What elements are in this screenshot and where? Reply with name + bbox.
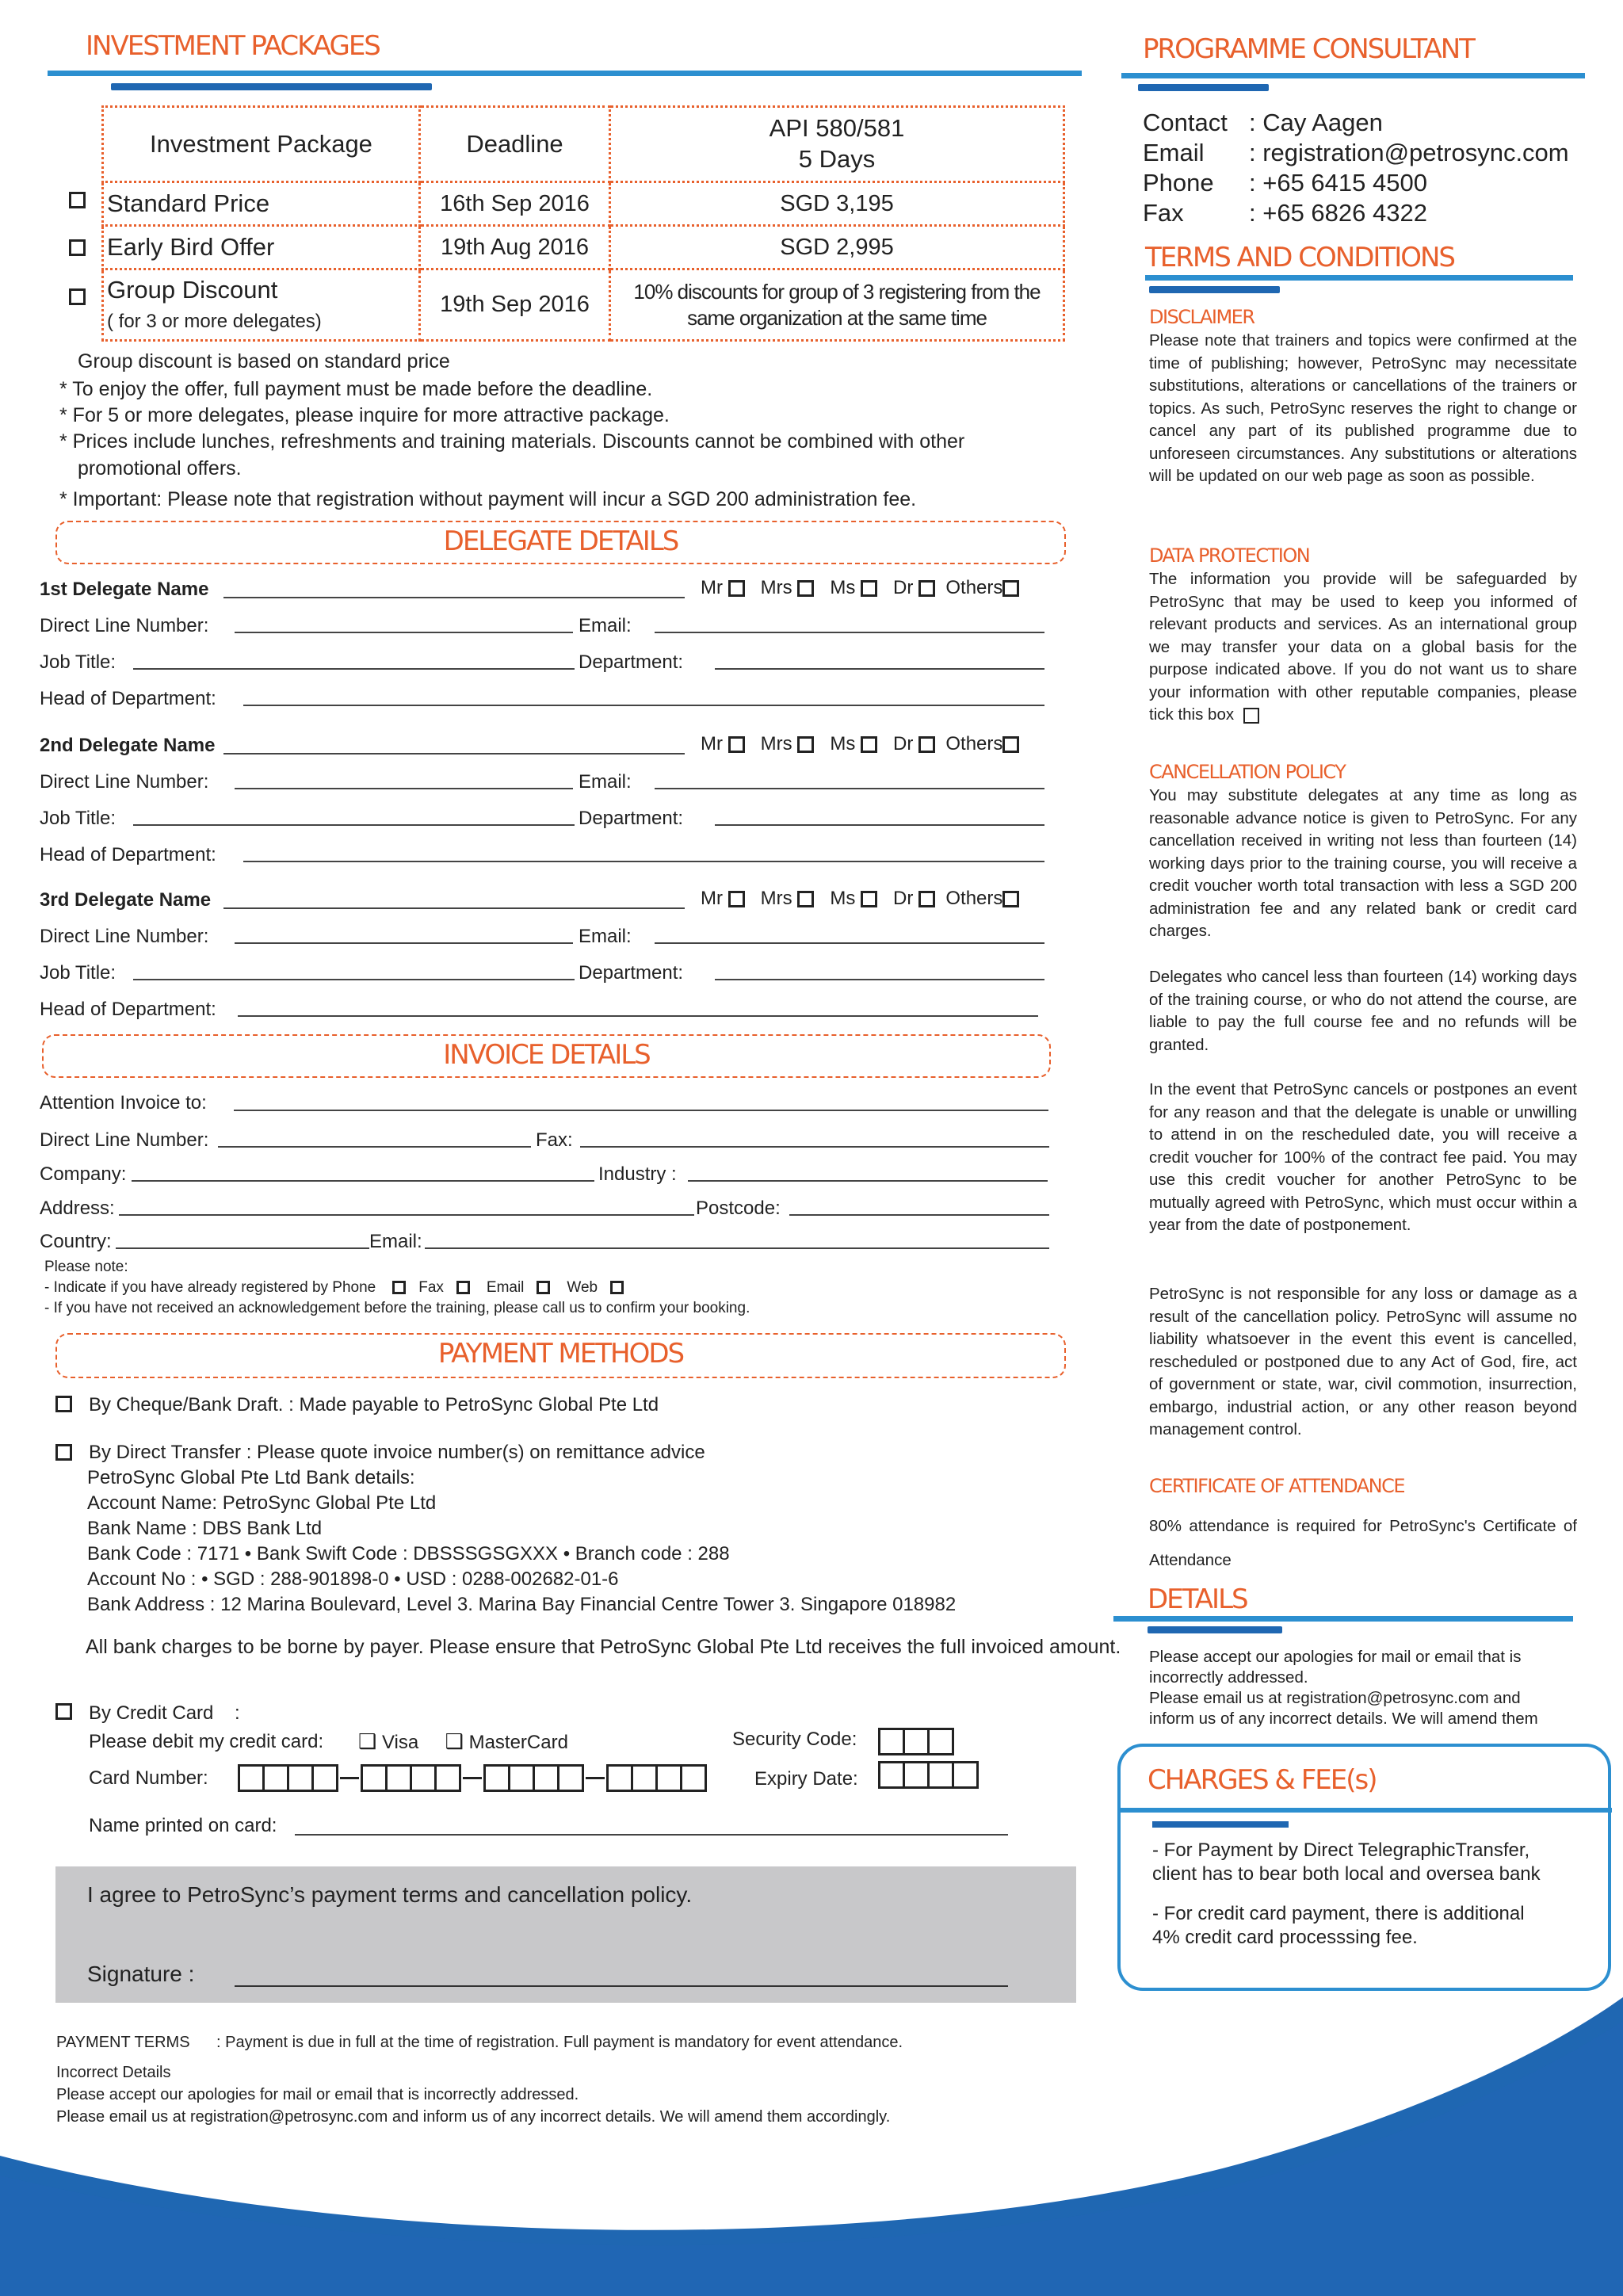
pkg-early-deadline: 19th Aug 2016 <box>420 226 610 269</box>
data-protection-text: The information you provide will be safeguarded by PetroSync that may be used to keep you informed of relevant products and services. As an international group we may transfer your data on a global basis for the purpose indicated above. If you do not want us to share your information with other reputable companies, please tick this box <box>1149 570 1577 724</box>
cancellation-text: Delegates who cancel less than fourteen (14) working days of the training course, or who do not attend the course, are liable to pay the full course fee and no refunds will be granted. <box>1149 968 1577 1054</box>
card-number-input[interactable] <box>238 1764 707 1792</box>
ms-checkbox[interactable] <box>861 891 877 907</box>
delegate1-name-label: 1st Delegate Name <box>40 579 209 600</box>
payment-methods-box <box>55 1333 1066 1378</box>
investment-packages-heading: INVESTMENT PACKAGES <box>86 30 380 62</box>
bank-charges-note: All bank charges to be borne by payer. Please ensure that PetroSync Global Pte Ltd receives the full invoiced amount. <box>86 1636 1121 1658</box>
fax-input[interactable] <box>580 1146 1049 1148</box>
card-type-options: ❑ Visa ❑ MasterCard <box>358 1729 568 1753</box>
company-input[interactable] <box>132 1180 594 1182</box>
charges-heading: CHARGES & FEE(s) <box>1148 1764 1377 1796</box>
credit-card-label: By Credit Card <box>89 1702 214 1724</box>
footer-line: Please email us at registration@petrosync.com and inform us of any incorrect details. We will amend them accordingly. <box>56 2108 891 2126</box>
charges-rule <box>1121 1808 1612 1813</box>
delegate2-dept-label: Department: <box>579 808 684 829</box>
charges-rule-accent <box>1152 1821 1289 1828</box>
ms-checkbox[interactable] <box>861 580 877 597</box>
pkg-note: promotional offers. <box>78 457 242 479</box>
cancellation-text: PetroSync is not responsible for any loss or damage as a result of the cancellation policy. PetroSync will assume no liability whatsoever in the event this event is cancelled, rescheduled or postponed due to any Act of God, fire, act of government or state, war, civil commotion, insurrection, embargo, industrial action, or any other reason beyond management control. <box>1149 1285 1577 1438</box>
delegate3-head-label: Head of Department: <box>40 999 216 1020</box>
bank-line: Bank Address : 12 Marina Boulevard, Level 3. Marina Bay Financial Centre Tower 3. Singapore 018982 <box>87 1594 957 1615</box>
delegate1-head-input[interactable] <box>243 705 1044 706</box>
invoice-email-input[interactable] <box>425 1247 1049 1249</box>
dr-checkbox[interactable] <box>918 580 935 597</box>
dr-checkbox[interactable] <box>918 736 935 753</box>
invoice-details-heading: INVOICE DETAILS <box>443 1039 650 1071</box>
terms-heading: TERMS AND CONDITIONS <box>1145 242 1454 273</box>
postcode-label: Postcode: <box>696 1198 781 1219</box>
data-protection-heading: DATA PROTECTION <box>1149 544 1310 567</box>
pkg-note: * Important: Please note that registration without payment will incur a SGD 200 administration fee. <box>59 488 917 510</box>
delegate1-dept-input[interactable] <box>715 668 1044 670</box>
disclaimer-heading: DISCLAIMER <box>1149 306 1254 328</box>
acknowledgement-note: - If you have not received an acknowledgement before the training, please call us to confirm your booking. <box>44 1300 750 1316</box>
consultant-info: Contact : Cay Aagen Email : registration@petrosync.com Phone : +65 6415 4500 Fax : +65 6826 4322 <box>1143 109 1569 227</box>
attention-label: Attention Invoice to: <box>40 1092 207 1114</box>
mrs-checkbox[interactable] <box>797 580 814 597</box>
delegate3-job-input[interactable] <box>133 979 575 980</box>
bank-line: Account No : • SGD : 288-901898-0 • USD : 0288-002682-01-6 <box>87 1568 619 1590</box>
delegate1-direct-line-label: Direct Line Number: <box>40 615 209 636</box>
expiry-date-input[interactable] <box>878 1761 979 1793</box>
others-checkbox[interactable] <box>1002 891 1019 907</box>
fax-checkbox[interactable] <box>456 1281 470 1294</box>
company-label: Company: <box>40 1163 127 1185</box>
pkg-note: * Prices include lunches, refreshments and training materials. Discounts cannot be combined with other <box>59 430 965 453</box>
name-on-card-label: Name printed on card: <box>89 1815 277 1836</box>
bank-line: Bank Code : 7171 • Bank Swift Code : DBSSSGSGXXX • Branch code : 288 <box>87 1543 730 1564</box>
col-package: Investment Package <box>103 107 420 182</box>
agreement-text: I agree to PetroSync’s payment terms and cancellation policy. <box>87 1882 693 1907</box>
mrs-checkbox[interactable] <box>797 736 814 753</box>
pkg-early: Early Bird Offer <box>103 226 420 269</box>
delegate1-email-label: Email: <box>579 615 632 636</box>
delegate3-email-input[interactable] <box>655 942 1044 944</box>
country-input[interactable] <box>116 1247 369 1249</box>
payment-terms-text: : Payment is due in full at the time of registration. Full payment is mandatory for event attendance. <box>216 2034 903 2051</box>
delegate2-head-input[interactable] <box>243 861 1044 862</box>
debit-label: Please debit my credit card: <box>89 1731 324 1752</box>
incorrect-details-label: Incorrect Details <box>56 2064 171 2081</box>
delegate1-head-label: Head of Department: <box>40 688 216 709</box>
pkg-note: * To enjoy the offer, full payment must be made before the deadline. <box>59 378 653 400</box>
heading-rule <box>1113 1616 1573 1622</box>
signature-label: Signature : <box>87 1962 195 1986</box>
cheque-checkbox[interactable] <box>55 1396 72 1412</box>
cancellation-text: In the event that PetroSync cancels or postpones an event for any reason and that the delegate is unable or unwilling to attend in on the rescheduled date, you will receive a credit voucher for 100% of the contract fee paid. You may use this credit voucher for another PetroSync to be mutually agreed with PetroSync, which must occur within a year from the date of postponement. <box>1149 1080 1577 1234</box>
payment-terms-label: PAYMENT TERMS <box>56 2034 190 2051</box>
col-deadline: Deadline <box>420 107 610 182</box>
delegate1-honorifics: Mr Mrs Ms Dr Others <box>701 577 1019 599</box>
disclaimer-text: Please note that trainers and topics were confirmed at the time of publishing; however, PetroSync may necessitate substitutions, alterations or cancellations of the trainers or topics. As such, PetroSync reserves the right to change or cancel any part of its published programme due to unforeseen circumstances. Any substitutions or alterations will be updated on our web page as soon as possible. <box>1149 331 1577 485</box>
delegate2-head-label: Head of Department: <box>40 844 216 865</box>
delegate2-direct-line-input[interactable] <box>235 788 573 789</box>
col-course: API 580/581 5 Days <box>610 107 1064 182</box>
payment-methods-heading: PAYMENT METHODS <box>437 1338 684 1370</box>
delegate2-email-label: Email: <box>579 771 632 793</box>
credit-card-checkbox[interactable] <box>55 1703 72 1720</box>
cancellation-heading: CANCELLATION POLICY <box>1149 761 1346 783</box>
postcode-input[interactable] <box>789 1214 1049 1216</box>
registered-note: - Indicate if you have already registered by Phone Fax Email Web <box>44 1279 624 1297</box>
mr-checkbox[interactable] <box>728 891 745 907</box>
pkg-standard-deadline: 16th Sep 2016 <box>420 182 610 226</box>
delegate1-job-input[interactable] <box>133 668 575 670</box>
delegate-details-heading: DELEGATE DETAILS <box>443 525 678 557</box>
delegate2-name-label: 2nd Delegate Name <box>40 735 216 756</box>
visa-checkbox-icon[interactable]: ❑ <box>358 1729 377 1753</box>
others-checkbox[interactable] <box>1002 736 1019 753</box>
invoice-direct-line-input[interactable] <box>218 1146 531 1148</box>
footer-line: Please accept our apologies for mail or email that is incorrectly addressed. <box>56 2086 579 2103</box>
heading-rule-accent <box>1149 286 1280 293</box>
security-code-input[interactable] <box>878 1728 954 1759</box>
expiry-label: Expiry Date: <box>754 1768 858 1790</box>
charges-text: - For Payment by Direct TelegraphicTransfer, client has to bear both local and oversea bank - For credit card payment, there is additional 4% credit card processsing fee. <box>1152 1839 1541 1948</box>
package-table <box>101 105 1065 342</box>
early-bird-checkbox[interactable] <box>69 239 86 256</box>
address-label: Address: <box>40 1198 115 1219</box>
delegate2-honorifics: Mr Mrs Ms Dr Others <box>701 733 1019 755</box>
delegate2-job-label: Job Title: <box>40 808 116 829</box>
pkg-standard-price: SGD 3,195 <box>610 182 1064 226</box>
attention-input[interactable] <box>234 1110 1048 1111</box>
delegate2-job-input[interactable] <box>133 824 575 826</box>
web-checkbox[interactable] <box>610 1281 624 1294</box>
email-checkbox[interactable] <box>537 1281 550 1294</box>
dr-checkbox[interactable] <box>918 891 935 907</box>
group-checkbox[interactable] <box>69 288 86 305</box>
card-number-label: Card Number: <box>89 1767 208 1789</box>
delegate3-honorifics: Mr Mrs Ms Dr Others <box>701 888 1019 910</box>
details-text: Please accept our apologies for mail or email that is incorrectly addressed. Please email us at registration@petrosync.com and inform us of any incorrect details. We will amend them <box>1149 1648 1538 1728</box>
delegate3-name-label: 3rd Delegate Name <box>40 889 212 911</box>
delegate3-head-input[interactable] <box>238 1015 1038 1017</box>
pkg-group: Group Discount ( for 3 or more delegates) <box>103 269 420 341</box>
security-label: Security Code: <box>732 1729 857 1750</box>
delegate2-name-input[interactable] <box>223 753 685 755</box>
delegate-details-box <box>55 521 1066 564</box>
transfer-checkbox[interactable] <box>55 1444 72 1461</box>
credit-card-colon: : <box>235 1702 240 1724</box>
programme-consultant-heading: PROGRAMME CONSULTANT <box>1143 33 1474 65</box>
industry-input[interactable] <box>688 1180 1048 1182</box>
delegate3-dept-input[interactable] <box>715 979 1044 980</box>
delegate3-direct-line-input[interactable] <box>235 942 573 944</box>
heading-rule <box>48 71 1082 76</box>
bank-line: PetroSync Global Pte Ltd Bank details: <box>87 1467 415 1488</box>
charges-box <box>1117 1744 1611 1991</box>
bank-line: Bank Name : DBS Bank Ltd <box>87 1518 323 1539</box>
delegate1-name-input[interactable] <box>223 597 685 598</box>
heading-rule-accent <box>111 83 432 90</box>
delegate2-email-input[interactable] <box>655 788 1044 789</box>
heading-rule-accent <box>1138 84 1269 91</box>
pkg-early-price: SGD 2,995 <box>610 226 1064 269</box>
invoice-email-label: Email: <box>369 1231 422 1252</box>
ms-checkbox[interactable] <box>861 736 877 753</box>
cancellation-text: You may substitute delegates at any time as long as reasonable advance notice is given to PetroSync. For any cancellation received in writing not less than fourteen (14) working days prior to the training course, you will receive a credit voucher worth total transaction with less a SGD 200 administration fee and any related bank or credit card charges. <box>1149 786 1577 940</box>
heading-rule-accent <box>1148 1626 1282 1633</box>
pkg-note: Group discount is based on standard price <box>78 350 450 372</box>
name-on-card-input[interactable] <box>295 1834 1008 1836</box>
phone-checkbox[interactable] <box>392 1281 406 1294</box>
mrs-checkbox[interactable] <box>797 891 814 907</box>
data-protection-checkbox[interactable] <box>1243 708 1259 724</box>
address-input[interactable] <box>119 1214 694 1216</box>
heading-rule <box>1145 275 1573 281</box>
delegate1-job-label: Job Title: <box>40 651 116 673</box>
pkg-group-deadline: 19th Sep 2016 <box>420 269 610 341</box>
delegate3-dept-label: Department: <box>579 962 684 984</box>
mr-checkbox[interactable] <box>728 580 745 597</box>
mastercard-checkbox-icon[interactable]: ❑ <box>445 1729 464 1753</box>
country-label: Country: <box>40 1231 112 1252</box>
delegate3-name-input[interactable] <box>223 907 685 909</box>
industry-label: Industry : <box>598 1163 677 1185</box>
delegate1-direct-line-input[interactable] <box>235 632 573 633</box>
delegate3-email-label: Email: <box>579 926 632 947</box>
invoice-details-box <box>42 1034 1051 1078</box>
fax-label: Fax: <box>536 1129 573 1151</box>
certificate-heading: CERTIFICATE OF ATTENDANCE <box>1149 1475 1404 1497</box>
delegate3-direct-line-label: Direct Line Number: <box>40 926 209 947</box>
certificate-text: 80% attendance is required for PetroSync's Certificate of Attendance <box>1149 1517 1577 1569</box>
others-checkbox[interactable] <box>1002 580 1019 597</box>
delegate2-direct-line-label: Direct Line Number: <box>40 771 209 793</box>
invoice-direct-line-label: Direct Line Number: <box>40 1129 209 1151</box>
delegate1-dept-label: Department: <box>579 651 684 673</box>
delegate2-dept-input[interactable] <box>715 824 1044 826</box>
delegate3-job-label: Job Title: <box>40 962 116 984</box>
pkg-group-price: 10% discounts for group of 3 registering from the same organization at the same time <box>610 269 1064 341</box>
standard-checkbox[interactable] <box>69 192 86 208</box>
pkg-note: * For 5 or more delegates, please inquire for more attractive package. <box>59 404 670 426</box>
heading-rule <box>1121 73 1585 78</box>
cheque-label: By Cheque/Bank Draft. : Made payable to PetroSync Global Pte Ltd <box>89 1394 659 1415</box>
pkg-standard: Standard Price <box>103 182 420 226</box>
transfer-label: By Direct Transfer : Please quote invoice number(s) on remittance advice <box>89 1442 705 1463</box>
mr-checkbox[interactable] <box>728 736 745 753</box>
please-note: Please note: <box>44 1259 128 1275</box>
delegate1-email-input[interactable] <box>655 632 1044 633</box>
footer-wave <box>0 1981 1623 2296</box>
bank-line: Account Name: PetroSync Global Pte Ltd <box>87 1492 437 1514</box>
details-heading: DETAILS <box>1148 1584 1247 1615</box>
